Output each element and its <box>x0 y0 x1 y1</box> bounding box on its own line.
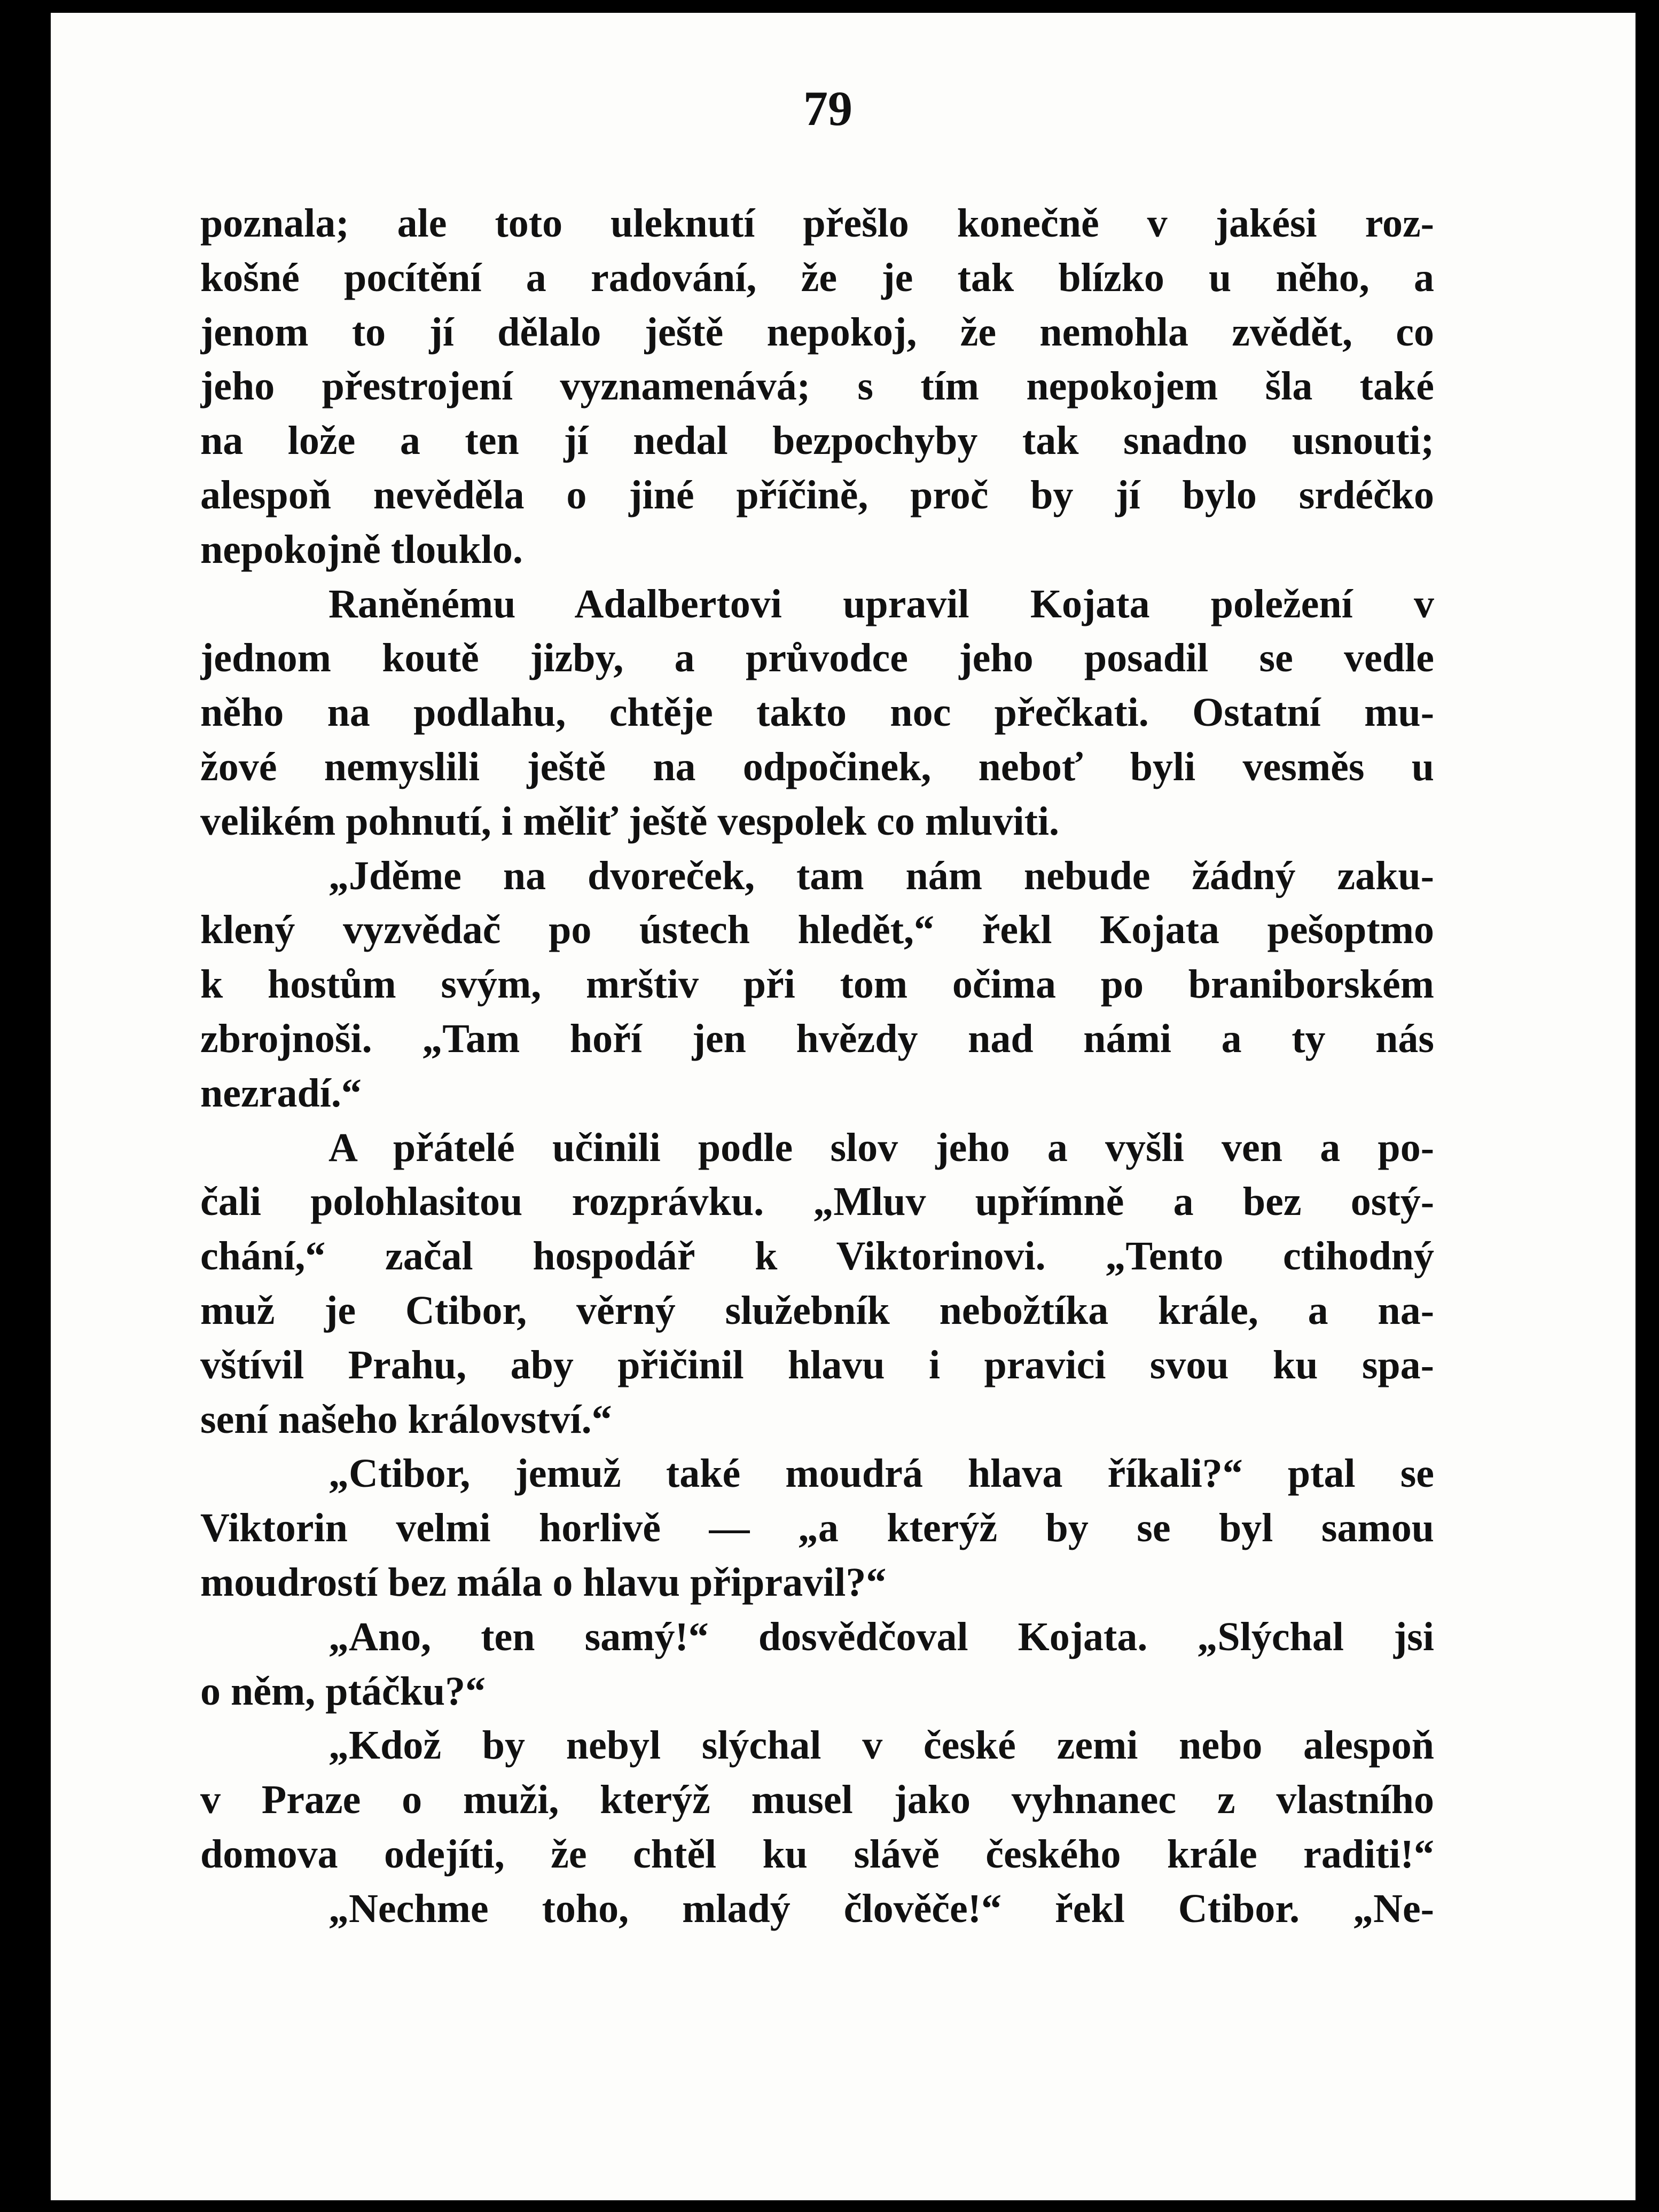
text-line: něho na podlahu, chtěje takto noc přečkati. Ostatní mu- <box>200 690 1434 735</box>
text-line: k hostům svým, mrštiv při tom očima po braniborském <box>200 962 1434 1007</box>
text-line: poznala; ale toto uleknutí přešlo konečně v jakési roz- <box>200 201 1434 246</box>
text-line: A přátelé učinili podle slov jeho a vyšli ven a po- <box>328 1125 1434 1170</box>
text-line: chání,“ začal hospodář k Viktorinovi. „Tento ctihodný <box>200 1234 1434 1279</box>
text-line: v Praze o muži, kterýž musel jako vyhnanec z vlastního <box>200 1777 1434 1823</box>
text-line: žové nemyslili ještě na odpočinek, neboť byli vesměs u <box>200 744 1434 789</box>
text-line: klený vyzvědač po ústech hledět,“ řekl Kojata pešoptmo <box>200 907 1434 953</box>
text-line: čali polohlasitou rozprávku. „Mluv upřímně a bez ostý- <box>200 1179 1434 1225</box>
text-line: Raněnému Adalbertovi upravil Kojata poležení v <box>328 581 1434 626</box>
scan-border-top <box>0 0 1659 13</box>
text-line: sení našeho království.“ <box>200 1397 612 1442</box>
text-line: muž je Ctibor, věrný služebník nebožtíka krále, a na- <box>200 1288 1434 1333</box>
text-line: na lože a ten jí nedal bezpochyby tak snadno usnouti; <box>200 418 1434 464</box>
scan-border-right <box>1635 0 1659 2212</box>
text-line: moudrostí bez mála o hlavu připravil?“ <box>200 1559 887 1605</box>
text-line: „Ano, ten samý!“ dosvědčoval Kojata. „Slýchal jsi <box>328 1614 1434 1659</box>
text-line: velikém pohnutí, i měliť ještě vespolek co mluviti. <box>200 798 1060 844</box>
text-line: nepokojně tlouklo. <box>200 527 523 572</box>
text-line: košné pocítění a radování, že je tak blízko u něho, a <box>200 255 1434 300</box>
text-line: vštívil Prahu, aby přičinil hlavu i pravici svou ku spa- <box>200 1342 1434 1387</box>
text-line: jenom to jí dělalo ještě nepokoj, že nemohla zvědět, co <box>200 309 1434 355</box>
text-line: nezradí.“ <box>200 1070 362 1116</box>
text-line: „Nechme toho, mladý člověče!“ řekl Ctibor. „Ne- <box>328 1886 1434 1931</box>
text-line: „Jděme na dvoreček, tam nám nebude žádný zaku- <box>328 853 1434 898</box>
text-line: alespoň nevěděla o jiné příčině, proč by jí bylo srdéčko <box>200 472 1434 517</box>
text-line: jeho přestrojení vyznamenává; s tím nepokojem šla také <box>200 364 1434 409</box>
text-line: „Ctibor, jemuž také moudrá hlava říkali?“ ptal se <box>328 1451 1434 1496</box>
text-line: „Kdož by nebyl slýchal v české zemi nebo alespoň <box>328 1723 1434 1768</box>
body-text <box>200 197 1434 1936</box>
page-number: 79 <box>803 81 852 136</box>
text-line: domova odejíti, že chtěl ku slávě českého krále raditi!“ <box>200 1831 1434 1877</box>
text-line: zbrojnoši. „Tam hoří jen hvězdy nad námi a ty nás <box>200 1016 1434 1061</box>
scan-border-bottom <box>0 2200 1659 2212</box>
text-line: Viktorin velmi horlivě — „a kterýž by se byl samou <box>200 1505 1434 1551</box>
text-line: o něm, ptáčku?“ <box>200 1668 486 1714</box>
text-line: jednom koutě jizby, a průvodce jeho posadil se vedle <box>200 636 1434 681</box>
scan-border-left <box>0 0 51 2212</box>
